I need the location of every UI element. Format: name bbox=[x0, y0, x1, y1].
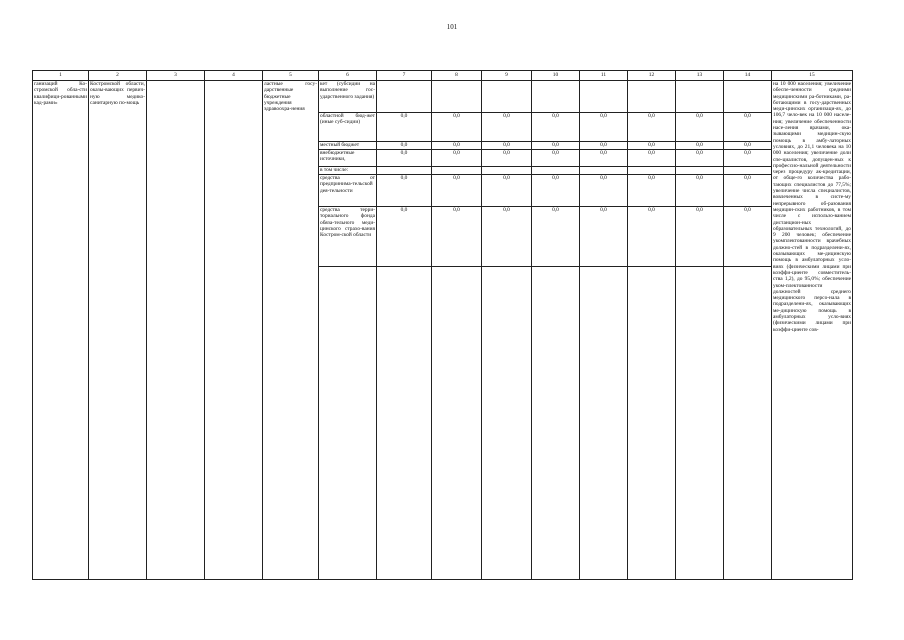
value-cell bbox=[580, 81, 628, 113]
value-cell: 0,0 bbox=[482, 175, 532, 207]
executor-cell: ластные госу-дарственные бюджетные учреждения здравоохра-нения bbox=[263, 81, 319, 580]
empty-cell bbox=[628, 267, 676, 580]
funding-source-cell: местный бюджет bbox=[319, 142, 377, 150]
value-cell: 0,0 bbox=[377, 207, 432, 267]
value-cell: 0,0 bbox=[580, 175, 628, 207]
value-cell: 0,0 bbox=[628, 207, 676, 267]
value-cell: 0,0 bbox=[580, 113, 628, 142]
value-cell bbox=[482, 81, 532, 113]
header-cell: 13 bbox=[676, 71, 724, 81]
header-cell: 10 bbox=[532, 71, 580, 81]
funding-source-cell: областной бюд-жет (иные суб-сидии) bbox=[319, 113, 377, 142]
value-cell: 0,0 bbox=[676, 175, 724, 207]
value-cell: 0,0 bbox=[724, 207, 772, 267]
value-cell: 0,0 bbox=[432, 207, 482, 267]
value-cell: 0,0 bbox=[724, 150, 772, 167]
value-cell bbox=[432, 167, 482, 175]
header-cell: 14 bbox=[724, 71, 772, 81]
header-cell: 9 bbox=[482, 71, 532, 81]
value-cell bbox=[676, 167, 724, 175]
value-cell bbox=[580, 167, 628, 175]
value-cell bbox=[482, 167, 532, 175]
header-row bbox=[33, 71, 853, 81]
value-cell: 0,0 bbox=[676, 113, 724, 142]
value-cell: 0,0 bbox=[628, 113, 676, 142]
header-cell: 3 bbox=[147, 71, 205, 81]
header-cell: 6 bbox=[319, 71, 377, 81]
value-cell: 0,0 bbox=[532, 113, 580, 142]
value-cell bbox=[432, 81, 482, 113]
value-cell: 0,0 bbox=[377, 142, 432, 150]
value-cell bbox=[377, 81, 432, 113]
value-cell bbox=[532, 81, 580, 113]
empty-cell bbox=[724, 267, 772, 580]
empty-cell bbox=[147, 81, 205, 580]
value-cell: 0,0 bbox=[628, 142, 676, 150]
empty-cell bbox=[482, 267, 532, 580]
value-cell: 0,0 bbox=[628, 150, 676, 167]
empty-cell bbox=[205, 81, 263, 580]
value-cell bbox=[724, 81, 772, 113]
funding-source-cell: средства терри-ториального фонда обяза-тельного меди-цинского страхо-вания Костром-ской области bbox=[319, 207, 377, 267]
funding-source-cell: в том числе: bbox=[319, 167, 377, 175]
program-table bbox=[32, 70, 853, 580]
funding-source-cell: кет (субсидии на выполнение гос-ударственного задания) bbox=[319, 81, 377, 113]
empty-cell bbox=[532, 267, 580, 580]
value-cell bbox=[532, 167, 580, 175]
value-cell: 0,0 bbox=[377, 150, 432, 167]
value-cell: 0,0 bbox=[377, 113, 432, 142]
value-cell: 0,0 bbox=[724, 113, 772, 142]
value-cell: 0,0 bbox=[482, 113, 532, 142]
value-cell: 0,0 bbox=[628, 175, 676, 207]
value-cell: 0,0 bbox=[432, 113, 482, 142]
table-row bbox=[33, 81, 853, 113]
event-name-cell: ганизаций Ко-стромской обла-сти квалифици-рованными кад-рами» bbox=[33, 81, 89, 580]
value-cell bbox=[628, 81, 676, 113]
header-cell: 5 bbox=[263, 71, 319, 81]
value-cell: 0,0 bbox=[532, 142, 580, 150]
header-cell: 11 bbox=[580, 71, 628, 81]
value-cell: 0,0 bbox=[532, 207, 580, 267]
expected-results-cell: на 10 000 населения; увеличение обеспе-ченности средними медицинскими ра-ботниками, ра-ботающими в госу-дарственных меди-цинских организаци-ях, до 106,7 чело-век на 10 000 населе-ния; увеличение обеспеченности насе-ления врачами, ока-зывающими медицин-скую помощь в амбу-латорных условиях, до 21,1 человека на 10 000 населения; увеличение доли спе-циалистов, допущен-ных к профессио-нальной деятельности через процедуру ак-кредитации, от обще-го количества рабо-тающих специалистов до 77,5%; увеличение числа специалистов, вовлеченных в систе-му непрерывного об-разования медицин-ских работников, в том числе с использо-ванием дистанцион-ных образовательных технологий, до 9 200 человек; обеспечение укомплектованности врачебных должно-стей в подразделени-ях, оказывающих ме-дицинскую помощь в амбулаторных усло-виях (физическими лицами при коэффи-циенте совместитель-ства 1,2), до 95,0%; обеспечение уком-плектованности должностей среднего медицинского персо-нала в подразделени-ях, оказывающих ме-дицинскую помощь в амбулаторных усло-виях (физическими лицами при коэффи-циенте сов- bbox=[772, 81, 853, 580]
value-cell: 0,0 bbox=[377, 175, 432, 207]
page-number: 101 bbox=[446, 23, 458, 31]
value-cell: 0,0 bbox=[532, 150, 580, 167]
funding-source-cell: средства от предпринима-тельской дея-тельности bbox=[319, 175, 377, 207]
value-cell: 0,0 bbox=[432, 175, 482, 207]
empty-cell bbox=[377, 267, 432, 580]
value-cell bbox=[724, 167, 772, 175]
value-cell bbox=[676, 81, 724, 113]
value-cell: 0,0 bbox=[432, 150, 482, 167]
header-cell: 2 bbox=[89, 71, 147, 81]
header-cell: 15 bbox=[772, 71, 853, 81]
value-cell bbox=[377, 167, 432, 175]
value-cell: 0,0 bbox=[724, 175, 772, 207]
value-cell: 0,0 bbox=[724, 142, 772, 150]
empty-cell bbox=[580, 267, 628, 580]
empty-cell bbox=[319, 267, 377, 580]
value-cell bbox=[628, 167, 676, 175]
value-cell: 0,0 bbox=[482, 150, 532, 167]
value-cell: 0,0 bbox=[676, 150, 724, 167]
header-cell: 7 bbox=[377, 71, 432, 81]
value-cell: 0,0 bbox=[432, 142, 482, 150]
empty-cell bbox=[676, 267, 724, 580]
empty-cell bbox=[432, 267, 482, 580]
value-cell: 0,0 bbox=[580, 207, 628, 267]
value-cell: 0,0 bbox=[676, 142, 724, 150]
value-cell: 0,0 bbox=[580, 142, 628, 150]
header-cell: 12 bbox=[628, 71, 676, 81]
funding-source-cell: внебюджетные источники, bbox=[319, 150, 377, 167]
target-group-cell: Костромской области, оказы-вающих первич-ную медико-санитарную по-мощь bbox=[89, 81, 147, 580]
value-cell: 0,0 bbox=[482, 142, 532, 150]
header-cell: 1 bbox=[33, 71, 89, 81]
value-cell: 0,0 bbox=[676, 207, 724, 267]
header-cell: 4 bbox=[205, 71, 263, 81]
header-cell: 8 bbox=[432, 71, 482, 81]
value-cell: 0,0 bbox=[532, 175, 580, 207]
value-cell: 0,0 bbox=[482, 207, 532, 267]
value-cell: 0,0 bbox=[580, 150, 628, 167]
